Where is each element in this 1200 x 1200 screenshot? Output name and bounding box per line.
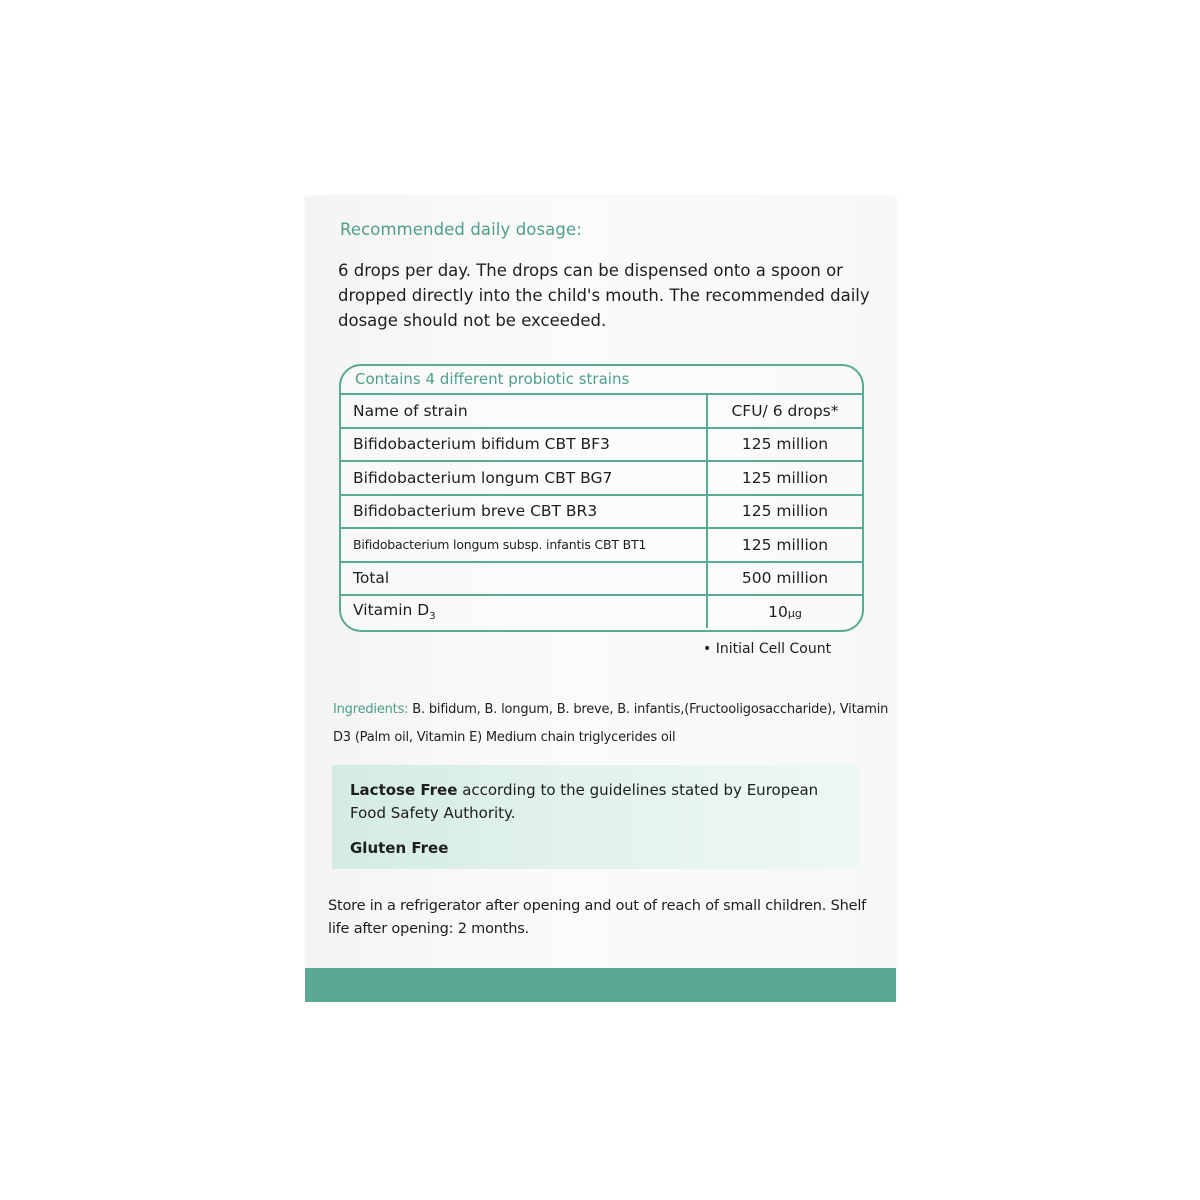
vitamin-unit: μg	[787, 606, 802, 620]
strain-cfu: 125 million	[707, 428, 862, 462]
product-box-back	[305, 196, 896, 1002]
ingredients	[333, 696, 893, 752]
dosage-heading: Recommended daily dosage:	[340, 220, 582, 239]
bottom-color-band	[305, 968, 896, 1002]
strain-table	[341, 393, 862, 628]
table-row	[341, 495, 862, 529]
vitamin-name: Vitamin D	[353, 601, 430, 620]
strain-name: Bifidobacterium bifidum CBT BF3	[341, 428, 707, 462]
gluten-free-label: Gluten Free	[350, 839, 449, 857]
vitamin-label	[341, 595, 707, 628]
footnote-initial-cell-count: • Initial Cell Count	[703, 641, 832, 657]
table-row	[341, 461, 862, 495]
lactose-free-label: Lactose Free	[350, 781, 458, 799]
ingredients-label: Ingredients:	[333, 702, 409, 717]
table-row-total	[341, 562, 862, 596]
dosage-text: 6 drops per day. The drops can be dispensed onto a spoon or dropped directly into the child's mouth. The recommended daily dosage should not be exceeded.	[338, 261, 870, 330]
table-header-row	[341, 394, 862, 428]
vitamin-subscript: 3	[429, 611, 436, 623]
strain-table-title: Contains 4 different probiotic strains	[355, 370, 630, 388]
allergen-panel	[332, 765, 859, 869]
strain-cfu: 125 million	[707, 461, 862, 495]
lactose-free-statement	[350, 779, 850, 825]
header-cfu: CFU/ 6 drops*	[707, 394, 862, 428]
total-label: Total	[341, 562, 707, 596]
strain-cfu: 125 million	[707, 495, 862, 529]
lactose-free-text: according to the guidelines stated by European Food Safety Authority.	[350, 781, 819, 822]
strain-name: Bifidobacterium longum CBT BG7	[341, 461, 707, 495]
table-row	[341, 528, 862, 562]
vitamin-value: 10	[768, 602, 788, 621]
strain-cfu: 125 million	[707, 528, 862, 562]
ingredients-text: B. bifidum, B. longum, B. breve, B. infantis,(Fructooligosaccharide), Vitamin D3 (Palm oil, Vitamin E) Medium chain triglycerides oil	[333, 702, 889, 745]
table-row-vitamin	[341, 595, 862, 628]
vitamin-amount	[707, 595, 862, 628]
header-name-of-strain: Name of strain	[341, 394, 707, 428]
strain-name: Bifidobacterium breve CBT BR3	[341, 495, 707, 529]
storage-instructions: Store in a refrigerator after opening and out of reach of small children. Shelf life after opening: 2 months.	[328, 898, 867, 937]
strain-name: Bifidobacterium longum subsp. infantis CBT BT1	[341, 528, 707, 562]
strain-table-box	[339, 364, 864, 632]
table-row	[341, 428, 862, 462]
total-cfu: 500 million	[707, 562, 862, 596]
